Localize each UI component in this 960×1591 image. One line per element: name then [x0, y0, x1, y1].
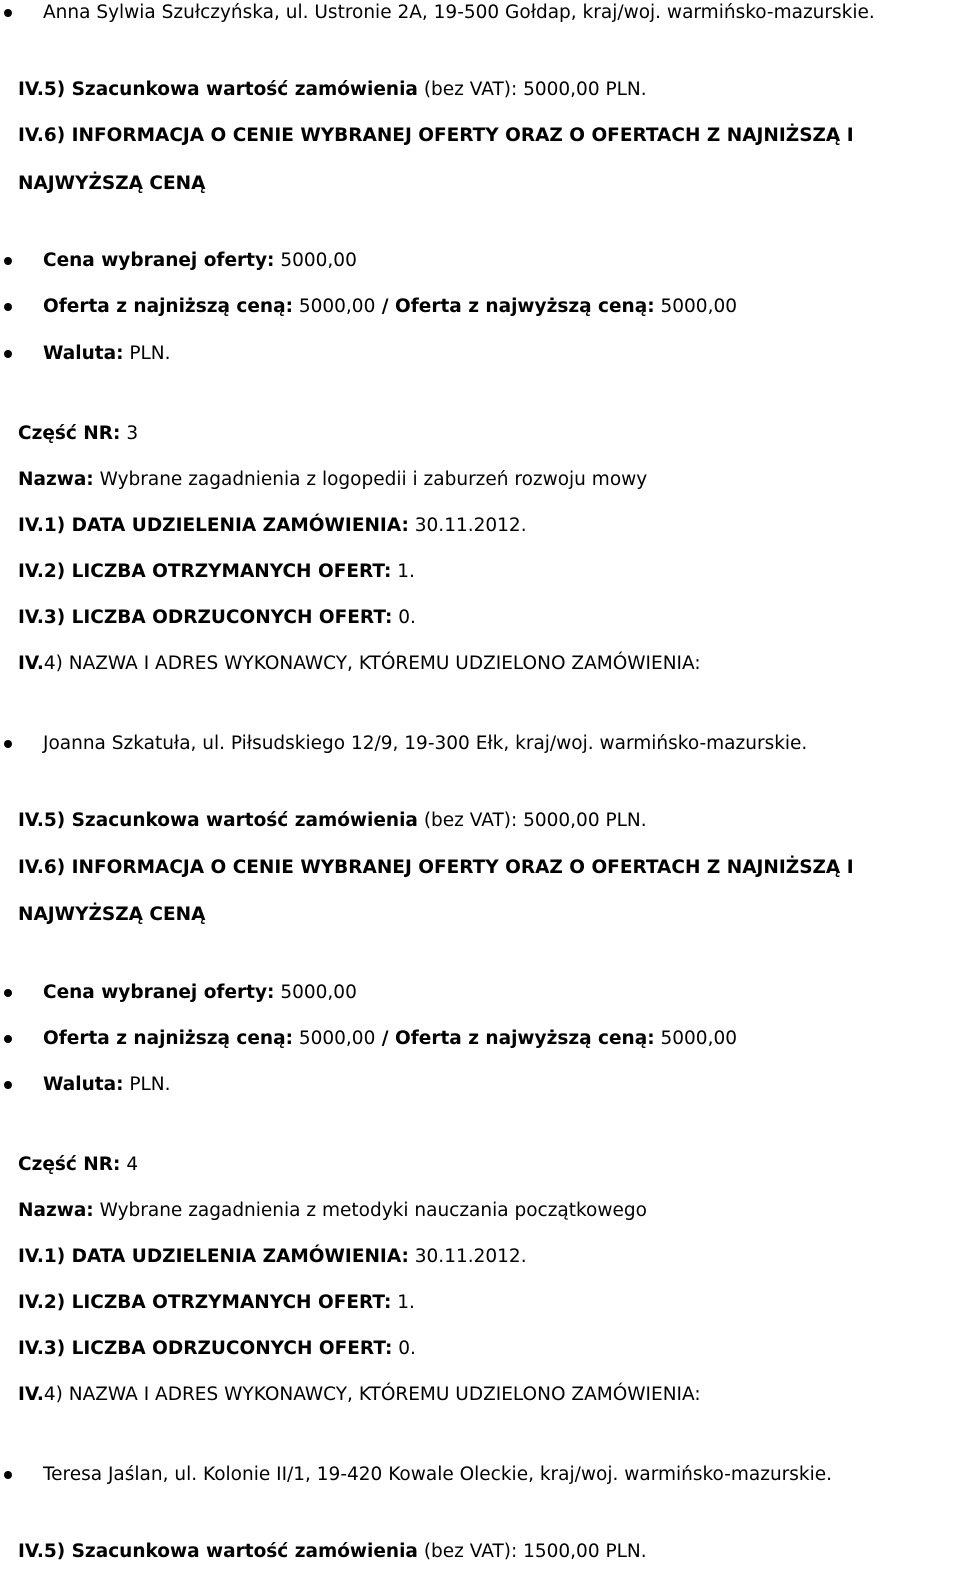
selected-offer-price: Cena wybranej oferty: 5000,00 — [43, 982, 357, 1003]
estimated-value: IV.5) Szacunkowa wartość zamówienia (bez VAT): 5000,00 PLN. — [18, 79, 647, 100]
list-bullet — [4, 257, 12, 265]
list-bullet — [4, 989, 12, 997]
selected-offer-price: Cena wybranej oferty: 5000,00 — [43, 250, 357, 271]
estimated-value: IV.5) Szacunkowa wartość zamówienia (bez VAT): 1500,00 PLN. — [18, 1541, 647, 1562]
contractor-heading: IV.4) NAZWA I ADRES WYKONAWCY, KTÓREMU UDZIELONO ZAMÓWIENIA: — [18, 1384, 701, 1405]
estimated-value: IV.5) Szacunkowa wartość zamówienia (bez VAT): 5000,00 PLN. — [18, 810, 647, 831]
price-info-heading-cont: NAJWYŻSZĄ CENĄ — [18, 904, 206, 925]
part-name: Nazwa: Wybrane zagadnienia z logopedii i zaburzeń rozwoju mowy — [18, 469, 648, 490]
price-info-heading: IV.6) INFORMACJA O CENIE WYBRANEJ OFERTY ORAZ O OFERTACH Z NAJNIŻSZĄ I — [18, 125, 854, 146]
offers-received: IV.2) LICZBA OTRZYMANYCH OFERT: 1. — [18, 1292, 415, 1313]
list-bullet — [4, 303, 12, 311]
list-bullet — [4, 350, 12, 358]
contractor-address: Anna Sylwia Szułczyńska, ul. Ustronie 2A, 19-500 Gołdap, kraj/woj. warmińsko-mazurskie. — [43, 2, 875, 23]
offers-rejected: IV.3) LICZBA ODRZUCONYCH OFERT: 0. — [18, 1338, 416, 1359]
contractor-address: Teresa Jaślan, ul. Kolonie II/1, 19-420 Kowale Oleckie, kraj/woj. warmińsko-mazurskie. — [43, 1464, 833, 1485]
list-bullet — [4, 1081, 12, 1089]
contractor-heading: IV.4) NAZWA I ADRES WYKONAWCY, KTÓREMU UDZIELONO ZAMÓWIENIA: — [18, 653, 701, 674]
list-bullet — [4, 740, 12, 748]
currency: Waluta: PLN. — [43, 343, 171, 364]
contractor-address: Joanna Szkatuła, ul. Piłsudskiego 12/9, 19-300 Ełk, kraj/woj. warmińsko-mazurskie. — [43, 733, 808, 754]
part-number: Część NR: 3 — [18, 423, 139, 444]
offer-price-range: Oferta z najniższą ceną: 5000,00 / Oferta z najwyższą ceną: 5000,00 — [43, 1028, 737, 1049]
list-bullet — [4, 1471, 12, 1479]
offers-received: IV.2) LICZBA OTRZYMANYCH OFERT: 1. — [18, 561, 415, 582]
offer-price-range: Oferta z najniższą ceną: 5000,00 / Oferta z najwyższą ceną: 5000,00 — [43, 296, 737, 317]
award-date: IV.1) DATA UDZIELENIA ZAMÓWIENIA: 30.11.2012. — [18, 515, 527, 536]
award-date: IV.1) DATA UDZIELENIA ZAMÓWIENIA: 30.11.2012. — [18, 1246, 527, 1267]
offers-rejected: IV.3) LICZBA ODRZUCONYCH OFERT: 0. — [18, 607, 416, 628]
part-number: Część NR: 4 — [18, 1154, 139, 1175]
list-bullet — [4, 9, 12, 17]
price-info-heading: IV.6) INFORMACJA O CENIE WYBRANEJ OFERTY ORAZ O OFERTACH Z NAJNIŻSZĄ I — [18, 857, 854, 878]
part-name: Nazwa: Wybrane zagadnienia z metodyki nauczania początkowego — [18, 1200, 647, 1221]
currency: Waluta: PLN. — [43, 1074, 171, 1095]
price-info-heading-cont: NAJWYŻSZĄ CENĄ — [18, 173, 206, 194]
list-bullet — [4, 1035, 12, 1043]
